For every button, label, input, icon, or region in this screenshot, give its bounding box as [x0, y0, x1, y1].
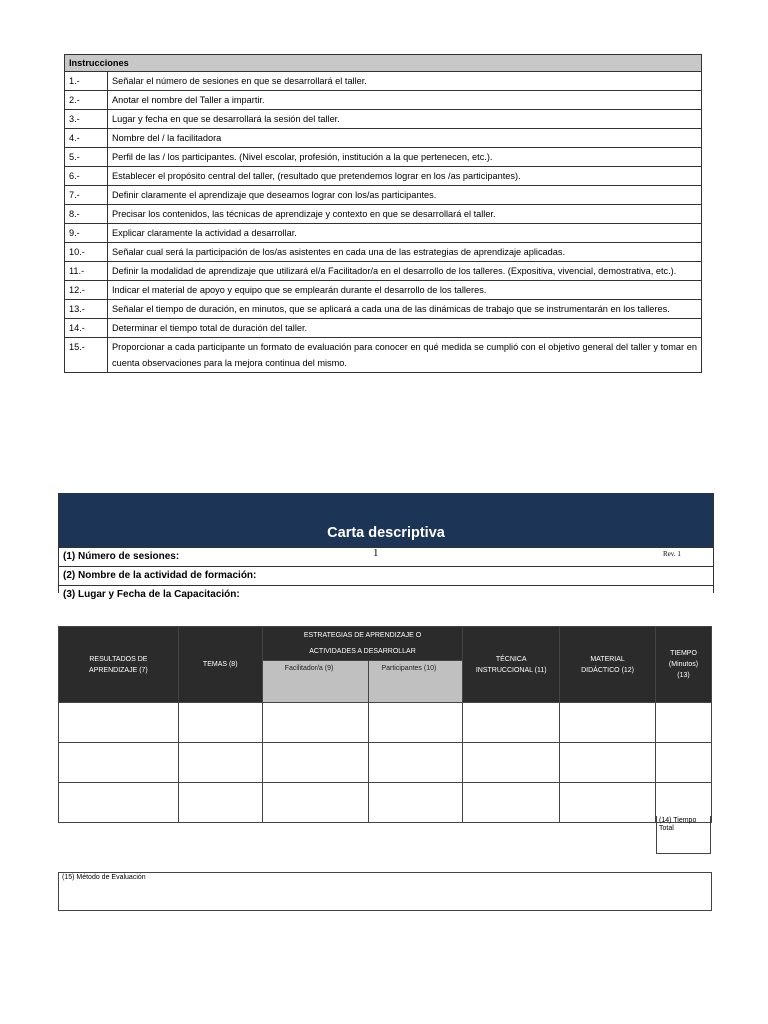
table-cell[interactable] [59, 743, 179, 783]
table-cell[interactable] [369, 703, 463, 743]
metodo-evaluacion-box[interactable] [58, 872, 712, 911]
sessions-row[interactable] [59, 547, 713, 566]
table-cell[interactable] [369, 783, 463, 823]
activity-name-label: (2) Nombre de la actividad de formación: [63, 570, 257, 581]
header-tiempo: TIEMPO (Minutos) (13) [656, 627, 712, 703]
instruction-number: 15.- [65, 338, 108, 373]
header-estrategias [262, 627, 463, 661]
instruction-row [65, 72, 702, 91]
carta-title: Carta descriptiva [327, 525, 445, 541]
table-cell[interactable] [178, 783, 262, 823]
table-cell[interactable] [656, 703, 712, 743]
instruction-row [65, 243, 702, 262]
table-cell[interactable] [178, 743, 262, 783]
place-date-row[interactable] [59, 585, 713, 604]
table-cell[interactable] [463, 743, 560, 783]
strategy-table [58, 626, 712, 823]
table-cell[interactable] [656, 743, 712, 783]
table-cell[interactable] [560, 703, 656, 743]
instruction-number: 13.- [65, 300, 108, 319]
table-cell[interactable] [463, 703, 560, 743]
table-cell[interactable] [369, 743, 463, 783]
header-tecnica: TÉCNICA INSTRUCCIONAL (11) [463, 627, 560, 703]
carta-title-band [59, 493, 713, 547]
instruction-text: Señalar el número de sesiones en que se desarrollará el taller. [108, 72, 702, 91]
instruction-text: Determinar el tiempo total de duración del taller. [108, 319, 702, 338]
instructions-table [64, 54, 702, 373]
table-cell[interactable] [463, 783, 560, 823]
instruction-row [65, 205, 702, 224]
table-cell[interactable] [262, 783, 369, 823]
instruction-number: 8.- [65, 205, 108, 224]
instruction-row [65, 110, 702, 129]
subheader-participantes: Participantes (10) [369, 661, 463, 703]
revision-label: Rev. 1 [663, 550, 681, 558]
table-cell[interactable] [59, 703, 179, 743]
table-cell[interactable] [560, 743, 656, 783]
activity-name-row[interactable] [59, 566, 713, 585]
header-estrategias-line2: ACTIVIDADES A DESARROLLAR [309, 648, 416, 655]
instruction-number: 4.- [65, 129, 108, 148]
instruction-text: Indicar el material de apoyo y equipo que se emplearán durante el desarrollo de los talleres. [108, 281, 702, 300]
instruction-row [65, 129, 702, 148]
instruction-text: Proporcionar a cada participante un formato de evaluación para conocer en qué medida se cumplió con el objetivo general del taller y tomar en cuenta observaciones para la mejora continua del mismo. [108, 338, 702, 373]
instruction-number: 3.- [65, 110, 108, 129]
subheader-facilitador: Facilitador/a (9) [262, 661, 369, 703]
table-cell[interactable] [560, 783, 656, 823]
instruction-number: 12.- [65, 281, 108, 300]
instruction-number: 2.- [65, 91, 108, 110]
table-cell[interactable] [178, 703, 262, 743]
instruction-number: 5.- [65, 148, 108, 167]
instruction-text: Explicar claramente la actividad a desarrollar. [108, 224, 702, 243]
table-row [59, 783, 712, 823]
instruction-number: 11.- [65, 262, 108, 281]
instructions-body [65, 72, 702, 373]
instruction-text: Lugar y fecha en que se desarrollará la sesión del taller. [108, 110, 702, 129]
instruction-number: 9.- [65, 224, 108, 243]
instruction-row [65, 319, 702, 338]
header-temas: TEMAS (8) [178, 627, 262, 703]
instruction-text: Establecer el propósito central del taller, (resultado que pretendemos lograr en los /as participantes). [108, 167, 702, 186]
header-estrategias-line1: ESTRATEGIAS DE APRENDIZAJE O [303, 632, 422, 639]
instruction-text: Señalar el tiempo de duración, en minutos, que se aplicará a cada una de las dinámicas de trabajo que se instrumentarán en los talleres. [108, 300, 702, 319]
instruction-number: 7.- [65, 186, 108, 205]
tiempo-total-box[interactable]: (14) Tiempo Total [656, 816, 711, 854]
instruction-text: Señalar cual será la participación de los/as asistentes en cada una de las estrategias de aprendizaje aplicadas. [108, 243, 702, 262]
header-resultados: RESULTADOS DE APRENDIZAJE (7) [59, 627, 179, 703]
sessions-value: 1 [373, 547, 379, 559]
table-cell[interactable] [59, 783, 179, 823]
instruction-row [65, 338, 702, 373]
instruction-number: 14.- [65, 319, 108, 338]
instruction-text: Anotar el nombre del Taller a impartir. [108, 91, 702, 110]
table-row [59, 703, 712, 743]
metodo-evaluacion-label: (15) Método de Evaluación [62, 874, 146, 881]
instruction-number: 1.- [65, 72, 108, 91]
header-material: MATERIAL DIDÁCTICO (12) [560, 627, 656, 703]
table-row [59, 743, 712, 783]
instruction-text: Nombre del / la facilitadora [108, 129, 702, 148]
table-cell[interactable] [262, 743, 369, 783]
sessions-label: (1) Número de sesiones: [63, 551, 180, 562]
instructions-header: Instrucciones [65, 55, 702, 72]
instruction-row [65, 148, 702, 167]
instruction-text: Perfil de las / los participantes. (Nivel escolar, profesión, institución a la que pertenecen, etc.). [108, 148, 702, 167]
instruction-row [65, 300, 702, 319]
instruction-number: 6.- [65, 167, 108, 186]
instruction-row [65, 186, 702, 205]
instruction-text: Precisar los contenidos, las técnicas de aprendizaje y contexto en que se desarrollará el taller. [108, 205, 702, 224]
instruction-row [65, 224, 702, 243]
instruction-row [65, 262, 702, 281]
instruction-row [65, 281, 702, 300]
table-cell[interactable] [262, 703, 369, 743]
instruction-text: Definir la modalidad de aprendizaje que utilizará el/a Facilitador/a en el desarrollo de los talleres. (Expositiva, vivencial, demostrativa, etc.). [108, 262, 702, 281]
instruction-number: 10.- [65, 243, 108, 262]
carta-descriptiva [58, 493, 714, 600]
instruction-row [65, 167, 702, 186]
instruction-text: Definir claramente el aprendizaje que deseamos lograr con los/as participantes. [108, 186, 702, 205]
place-date-label: (3) Lugar y Fecha de la Capacitación: [63, 589, 240, 600]
instruction-row [65, 91, 702, 110]
